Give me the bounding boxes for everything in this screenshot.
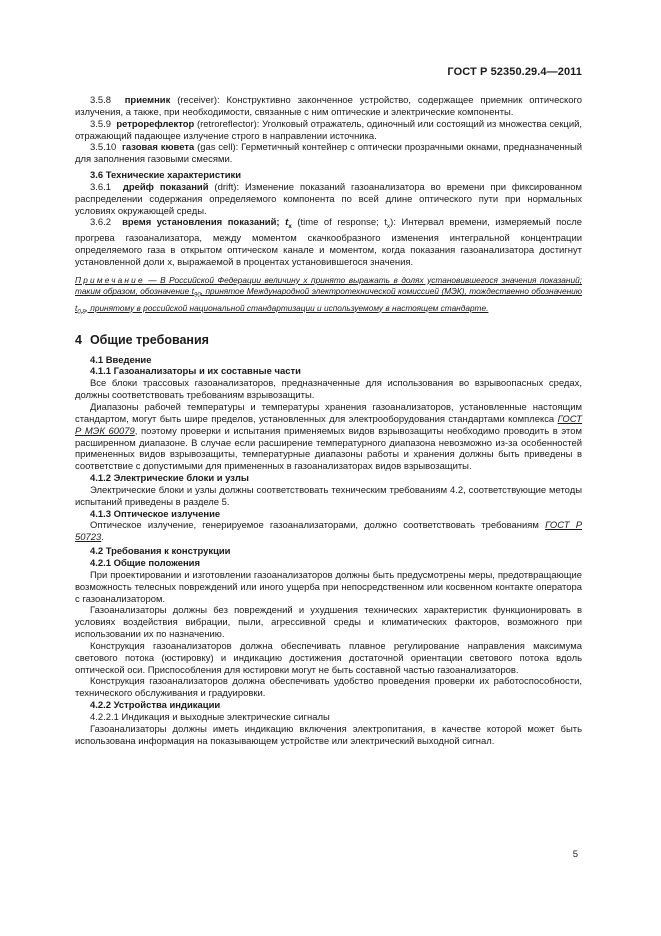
- clause-3-5-9: [75, 119, 582, 143]
- symbol-subscript: x: [288, 223, 292, 231]
- definition: (drift): Изменение показаний газоанализатора во времени при фиксированном распределении содержания определяемого компонента по всей длине оптического пути при нормальных условиях окружающей среды.: [75, 181, 582, 217]
- heading-4-1-3: 4.1.3 Оптическое излучение: [90, 508, 221, 520]
- note-text-3: , принятому в российской национальной стандартизации и используемому в настоящем стандарте.: [85, 302, 489, 313]
- heading-4-2-2: 4.2.2 Устройства индикации: [90, 700, 221, 712]
- document-body: [75, 95, 582, 747]
- clause-3-6-2: [75, 217, 582, 268]
- note-sub-1: 90: [194, 292, 201, 299]
- heading-4-1-2: 4.1.2 Электрические блоки и узлы: [90, 473, 249, 485]
- definition: (gas cell): Герметичный контейнер с оптически прозрачными окнами, предназначенный для заполнения газовыми смесями.: [75, 142, 582, 166]
- definition: (time of response; t: [291, 217, 387, 229]
- symbol: t: [285, 217, 289, 229]
- document-code-header: ГОСТ Р 52350.29.4—2011: [447, 66, 582, 78]
- standard-link[interactable]: ГОСТ Р 50723: [75, 520, 582, 544]
- heading-4-2: 4.2 Требования к конструкции: [90, 546, 231, 558]
- clause-number: 3.6.1: [90, 181, 111, 193]
- clause-3-5-10: [75, 142, 582, 166]
- definition-subscript: x: [386, 223, 391, 231]
- heading-4-2-1: 4.2.1 Общие положения: [90, 557, 200, 569]
- paragraph: Газоанализаторы должны иметь индикацию включения электропитания, в качестве которой может быть использована информация на показывающем устройстве или электрический выходной сигнал.: [75, 723, 582, 747]
- section-number: 4: [75, 332, 82, 347]
- clause-number: 3.5.8: [90, 95, 111, 106]
- paragraph: Газоанализаторы должны без повреждений и ухудшения технических характеристик функционировать в условиях воздействия вибрации, пыли, агрессивной среды и климатических факторов, возможного при использовании их по назначению.: [75, 605, 582, 641]
- note-sub-2: 0,9: [77, 309, 86, 316]
- term: приемник: [124, 95, 171, 106]
- clause-3-5-8: [75, 95, 582, 119]
- paragraph-text: Оптическое излучение, генерируемое газоанализаторами, должно соответствовать требованиям: [90, 520, 546, 532]
- clause-number: 3.5.10: [90, 142, 117, 154]
- clause-3-6-1: [75, 182, 582, 218]
- paragraph: Электрические блоки и узлы должны соответствовать техническим требованиям 4.2, соответствующие методы испытаний приведены в разделе 5.: [75, 484, 582, 508]
- note-text-2: , принятое Международной электротехнической комиссией (МЭК), тождественно обозначению t: [75, 286, 583, 313]
- definition: (retroreflector): Уголковый отражатель, одиночный или состоящий из множества секций, отражающий падающее излучение строго в направлении источника.: [75, 118, 582, 142]
- paragraph: [75, 520, 582, 544]
- term: дрейф показаний: [122, 181, 209, 193]
- clause-number: 3.5.9: [90, 118, 111, 130]
- note: [75, 275, 582, 319]
- paragraph-text: Диапазоны рабочей температуры и температуры хранения газоанализаторов, установленные настоящим стандартом, могут быть шире пределов, установленных для электрооборудования стандартами комплекса: [75, 402, 582, 425]
- page-number: 5: [572, 849, 578, 860]
- term: ретрорефлектор: [116, 118, 195, 130]
- note-text-1: — В Российской Федерации величину x принято выражать в долях установившегося значения показаний; таким образом, обозначение t: [75, 274, 582, 297]
- section-title: Общие требования: [89, 332, 209, 347]
- paragraph: Конструкция газоанализаторов должна обеспечивать плавное регулирование направления максимума светового потока (юстировку) и индикацию достижения достаточной ориентации светового потока вдоль оптической оси. Приспособления для юстировки могут не быть составной частью газоанализаторов.: [75, 640, 582, 676]
- heading-4-1: 4.1 Введение: [90, 354, 152, 366]
- paragraph-text: , поэтому проверки и испытания применяемых видов взрывозащиты необходимо проводить в этом расширенном диапазоне. В случае если расширение температурного диапазона невозможно из-за особенностей примененных видов взрывозащиты, температурные диапазоны работы и хранения должны быть приведены в соответствие с допустимыми для примененных в газоанализаторах видов взрывозащиты.: [75, 425, 582, 473]
- paragraph-text: .: [101, 532, 104, 544]
- standard-link[interactable]: ГОСТ Р МЭК 60079: [75, 413, 582, 437]
- paragraph: Все блоки трассовых газоанализаторов, предназначенные для использования во взрывоопасных средах, должны соответствовать требованиям взрывозащиты.: [75, 378, 582, 402]
- heading-4-1-1: 4.1.1 Газоанализаторы и их составные части: [90, 366, 301, 378]
- section-heading-4: [75, 332, 582, 347]
- paragraph: При проектировании и изготовлении газоанализаторов должны быть предусмотрены меры, предотвращающие возможность телесных повреждений или иного ущерба при непосредственном или косвенном контакте оператора с газоанализатором.: [75, 569, 582, 605]
- definition: (receiver): Конструктивно законченное устройство, содержащее приемник оптического излучения, а также, при необходимости, связанные с ним оптические и электрические компоненты.: [75, 95, 582, 118]
- clause-number: 3.6.2: [90, 217, 111, 229]
- note-label: Примечание: [75, 274, 145, 285]
- section-heading-3-6: 3.6 Технические характеристики: [90, 170, 242, 182]
- paragraph: Конструкция газоанализаторов должна обеспечивать удобство проведения проверки их работоспособности, технического обслуживания и градуировки.: [75, 676, 582, 700]
- term: газовая кювета: [121, 142, 195, 154]
- definition-cont: ): Интервал времени, измеряемый после прогрева газоанализатора, между моментом скачкообразного изменения интегральной концентрации определяемого газа в открытом оптическом канале и моментом, когда показания газоанализатора достигнут установленной доли x, выражаемой в процентах установившегося значения.: [75, 217, 583, 268]
- heading-4-2-2-1: 4.2.2.1 Индикация и выходные электрические сигналы: [90, 711, 330, 723]
- paragraph: [75, 402, 582, 473]
- term: время установления показаний;: [122, 217, 280, 229]
